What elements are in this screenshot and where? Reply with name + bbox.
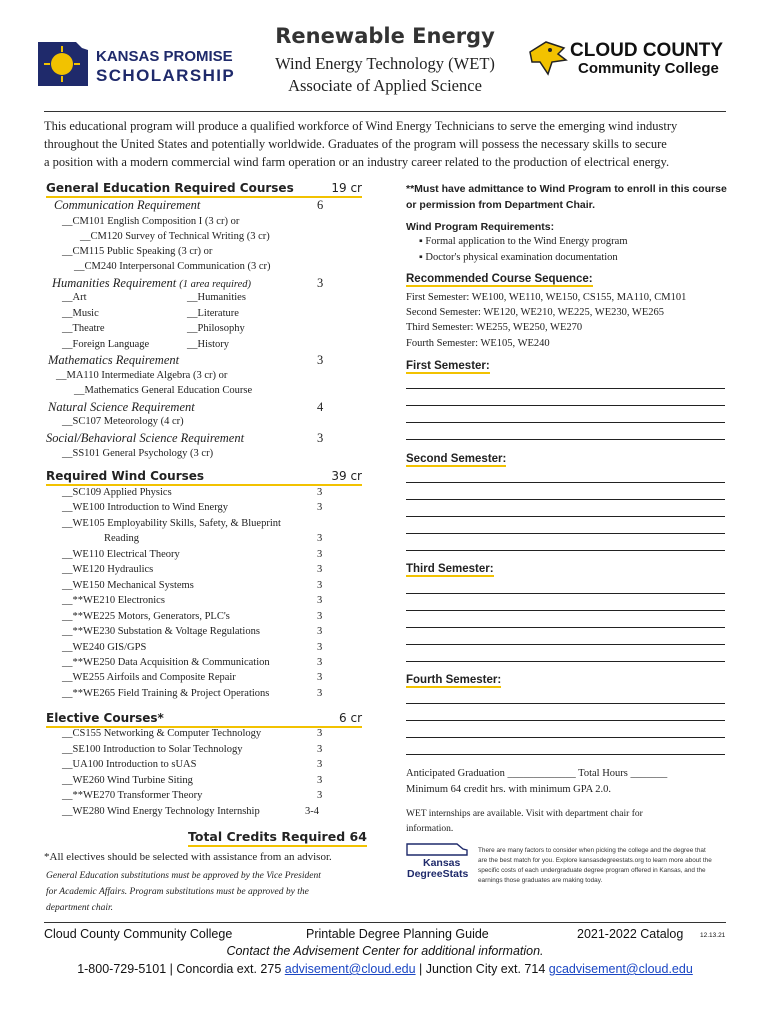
- seq-title: Recommended Course Sequence:: [406, 273, 593, 285]
- hum-req-note: (1 area required): [179, 279, 252, 290]
- math-line: __MA110 Intermediate Algebra (3 cr) or: [56, 370, 228, 381]
- planning-line[interactable]: [406, 439, 725, 440]
- planning-line[interactable]: [406, 754, 725, 755]
- internship-line: WET internships are available. Visit with department chair for: [406, 809, 643, 819]
- course-credits: 3: [317, 774, 323, 786]
- course-name: Reading: [104, 533, 139, 545]
- planning-line[interactable]: [406, 644, 725, 645]
- seq-line: Fourth Semester: WE105, WE240: [406, 338, 550, 349]
- intro-line-1: This educational program will produce a qualified workforce of Wind Energy Technicians to serve the emerging wind industry: [44, 119, 678, 133]
- soc-req: Social/Behavioral Science Requirement: [46, 431, 245, 445]
- course-name: __CS155 Networking & Computer Technology: [62, 728, 262, 739]
- course-credits: 3: [317, 759, 323, 770]
- program-req-item: ▪ Formal application to the Wind Energy program: [419, 236, 628, 247]
- course-credits: 3: [317, 672, 323, 684]
- course-credits: 3: [317, 626, 323, 638]
- course-credits: 3: [317, 687, 323, 699]
- course-name: __UA100 Introduction to sUAS: [62, 759, 197, 770]
- planning-line[interactable]: [406, 388, 725, 389]
- elective-header: [46, 711, 362, 728]
- total-credits: Total Credits Required 64: [188, 829, 367, 847]
- planning-line[interactable]: [406, 720, 725, 721]
- hum-item: __Literature: [187, 308, 239, 319]
- course-credits: 3-4: [305, 805, 319, 817]
- comm-line: __CM115 Public Speaking (3 cr) or: [62, 246, 213, 257]
- fourth-semester-title: Fourth Semester:: [406, 674, 502, 686]
- subst-note-line: General Education substitutions must be approved by the Vice President: [46, 871, 321, 881]
- course-name: __**WE225 Motors, Generators, PLC's: [62, 610, 230, 622]
- kds-line2: DegreeStats: [407, 868, 469, 880]
- footer-divider: [44, 922, 726, 923]
- program-req-text: Formal application to the Wind Energy program: [425, 236, 628, 247]
- planning-line[interactable]: [406, 610, 725, 611]
- hum-item: __History: [187, 339, 229, 350]
- course-name: __WE110 Electrical Theory: [62, 548, 180, 560]
- hum-req-label: Humanities Requirement: [52, 276, 177, 290]
- planning-line[interactable]: [406, 405, 725, 406]
- sci-req: Natural Science Requirement: [48, 400, 195, 414]
- cloud-line1: CLOUD COUNTY: [570, 40, 724, 61]
- footer-contact: Contact the Advisement Center for additional information.: [226, 944, 544, 958]
- wind-credits: 39 cr: [331, 469, 362, 483]
- third-semester-title: Third Semester:: [406, 563, 494, 575]
- course-credits: 3: [317, 743, 323, 755]
- program-req-item: ▪ Doctor's physical examination documentation: [419, 252, 618, 263]
- course-name: __WE280 Wind Energy Technology Internship: [62, 805, 260, 817]
- kansas-outline-icon: [405, 842, 469, 856]
- comm-line: __CM240 Interpersonal Communication (3 cr): [74, 261, 271, 272]
- footer-college: Cloud County Community College: [44, 927, 233, 941]
- math-cr: 3: [317, 353, 324, 367]
- kpromise-line2: SCHOLARSHIP: [96, 66, 236, 85]
- comm-line: __CM120 Survey of Technical Writing (3 cr): [80, 231, 270, 242]
- hum-item: __Art: [62, 292, 87, 303]
- course-credits: 3: [317, 728, 323, 739]
- gen-ed-credits: 19 cr: [331, 181, 362, 195]
- footer-guide: Printable Degree Planning Guide: [306, 927, 489, 941]
- seq-line: First Semester: WE100, WE110, WE150, CS155, MA110, CM101: [406, 292, 687, 303]
- hum-cr: 3: [317, 276, 324, 290]
- degree-name: Associate of Applied Science: [288, 76, 482, 95]
- planning-line[interactable]: [406, 482, 725, 483]
- course-name: __WE260 Wind Turbine Siting: [62, 774, 193, 786]
- course-credits: 3: [317, 641, 323, 653]
- wind-title: Required Wind Courses: [46, 469, 205, 483]
- advisement-email-link[interactable]: advisement@cloud.edu: [284, 962, 416, 976]
- hum-req: [52, 276, 251, 291]
- course-credits: 3: [317, 487, 323, 498]
- program-req-title: Wind Program Requirements:: [406, 221, 555, 233]
- course-name: __**WE270 Transformer Theory: [62, 790, 203, 801]
- thunderbird-icon: [528, 38, 568, 78]
- comm-req: Communication Requirement: [54, 198, 201, 212]
- elective-note: *All electives should be selected with assistance from an advisor.: [44, 851, 332, 863]
- course-name: __WE150 Mechanical Systems: [62, 579, 194, 591]
- seq-line: Third Semester: WE255, WE250, WE270: [406, 322, 583, 333]
- intro-line-3: a position with a modern commercial wind farm operation or an industry career related to the production of electrical energy.: [44, 155, 670, 169]
- planning-line[interactable]: [406, 627, 725, 628]
- elective-credits: 6 cr: [339, 711, 362, 725]
- kds-line1: Kansas: [423, 857, 461, 869]
- cloud-line2: Community College: [578, 60, 719, 77]
- kansas-degreestats-logo: [405, 842, 469, 882]
- course-credits: 3: [317, 564, 323, 576]
- footer-date: 12.13.21: [700, 932, 726, 939]
- admit-note: or permission from Department Chair.: [406, 199, 596, 211]
- wind-header: [46, 469, 362, 486]
- planning-line[interactable]: [406, 499, 725, 500]
- header-divider: [44, 111, 726, 112]
- course-name: __**WE250 Data Acquisition & Communication: [62, 656, 270, 668]
- course-credits: 3: [317, 579, 323, 591]
- course-name: __SE100 Introduction to Solar Technology: [62, 743, 243, 755]
- course-credits: 3: [317, 595, 323, 607]
- course-name: __SC109 Applied Physics: [62, 487, 172, 498]
- program-name: Wind Energy Technology (WET): [275, 54, 495, 73]
- course-name: __**WE265 Field Training & Project Operations: [62, 687, 270, 699]
- course-name: __WE105 Employability Skills, Safety, & Blueprint: [62, 517, 281, 529]
- comm-line: __CM101 English Composition I (3 cr) or: [62, 216, 240, 227]
- planning-line[interactable]: [406, 533, 725, 534]
- soc-line: __SS101 General Psychology (3 cr): [62, 448, 214, 459]
- course-name: __WE255 Airfoils and Composite Repair: [62, 672, 236, 684]
- cloud-county-logo: [528, 38, 724, 82]
- kds-text: specific costs of each undergraduate degree program offered in Kansas, and the: [478, 867, 706, 874]
- course-name: __WE120 Hydraulics: [62, 564, 154, 576]
- sci-line: __SC107 Meteorology (4 cr): [62, 416, 184, 427]
- course-credits: 3: [317, 502, 323, 514]
- gc-advisement-email-link[interactable]: gcadvisement@cloud.edu: [548, 962, 693, 976]
- footer-phones: [0, 962, 770, 976]
- first-semester-title: First Semester:: [406, 360, 490, 372]
- hum-item: __Humanities: [187, 292, 246, 303]
- planning-line[interactable]: [406, 422, 725, 423]
- planning-line[interactable]: [406, 593, 725, 594]
- kpromise-line1: KANSAS PROMISE: [96, 48, 233, 65]
- course-name: __WE100 Introduction to Wind Energy: [62, 502, 228, 514]
- sci-cr: 4: [317, 400, 324, 414]
- math-req: Mathematics Requirement: [48, 353, 180, 367]
- elective-title: Elective Courses*: [46, 711, 164, 725]
- math-line: __Mathematics General Education Course: [74, 385, 253, 396]
- kds-text: are the best match for you. Explore kansasdegreestats.org to learn more about the: [478, 857, 712, 864]
- course-credits: 3: [317, 656, 323, 668]
- footer-catalog: 2021-2022 Catalog: [577, 927, 684, 941]
- internship-line: information.: [406, 824, 454, 834]
- course-name: __**WE210 Electronics: [62, 595, 165, 607]
- planning-line[interactable]: [406, 703, 725, 704]
- program-req-text: Doctor's physical examination documentation: [425, 252, 618, 263]
- graduation-line: Anticipated Graduation _____________ Total Hours _______: [406, 768, 668, 779]
- hum-item: __Music: [62, 308, 99, 319]
- gen-ed-header: [46, 181, 362, 198]
- second-semester-title: Second Semester:: [406, 453, 507, 465]
- course-name: __**WE230 Substation & Voltage Regulations: [62, 626, 260, 638]
- intro-line-2: throughout the United States and potentially worldwide. Graduates of the program will possess the necessary skills to secure: [44, 137, 667, 151]
- gen-ed-title: General Education Required Courses: [46, 181, 294, 195]
- gpa-line: Minimum 64 credit hrs. with minimum GPA 2.0.: [406, 784, 611, 795]
- kds-text: earnings those graduates are making today.: [478, 877, 603, 884]
- comm-cr: 6: [317, 198, 324, 212]
- admit-note: **Must have admittance to Wind Program to enroll in this course: [406, 183, 727, 195]
- planning-line[interactable]: [406, 661, 725, 662]
- course-credits: 3: [317, 790, 323, 801]
- course-name: __WE240 GIS/GPS: [62, 641, 147, 653]
- footer-phone-jc: | Junction City ext. 714: [415, 962, 549, 976]
- kds-text: There are many factors to consider when picking the college and the degree that: [478, 847, 706, 854]
- soc-cr: 3: [317, 431, 324, 445]
- planning-line[interactable]: [406, 737, 725, 738]
- footer-phone-concordia: 1-800-729-5101 | Concordia ext. 275: [77, 962, 285, 976]
- hum-item: __Philosophy: [187, 323, 245, 334]
- subst-note-line: department chair.: [46, 903, 114, 913]
- planning-line[interactable]: [406, 550, 725, 551]
- page-title: Renewable Energy: [275, 24, 495, 48]
- hum-item: __Theatre: [62, 323, 105, 334]
- hum-item: __Foreign Language: [62, 339, 150, 350]
- course-credits: 3: [317, 610, 323, 622]
- subst-note-line: for Academic Affairs. Program substitutions must be approved by the: [46, 887, 309, 897]
- course-credits: 3: [317, 533, 323, 545]
- planning-line[interactable]: [406, 516, 725, 517]
- seq-line: Second Semester: WE120, WE210, WE225, WE230, WE265: [406, 307, 664, 318]
- course-credits: 3: [317, 548, 323, 560]
